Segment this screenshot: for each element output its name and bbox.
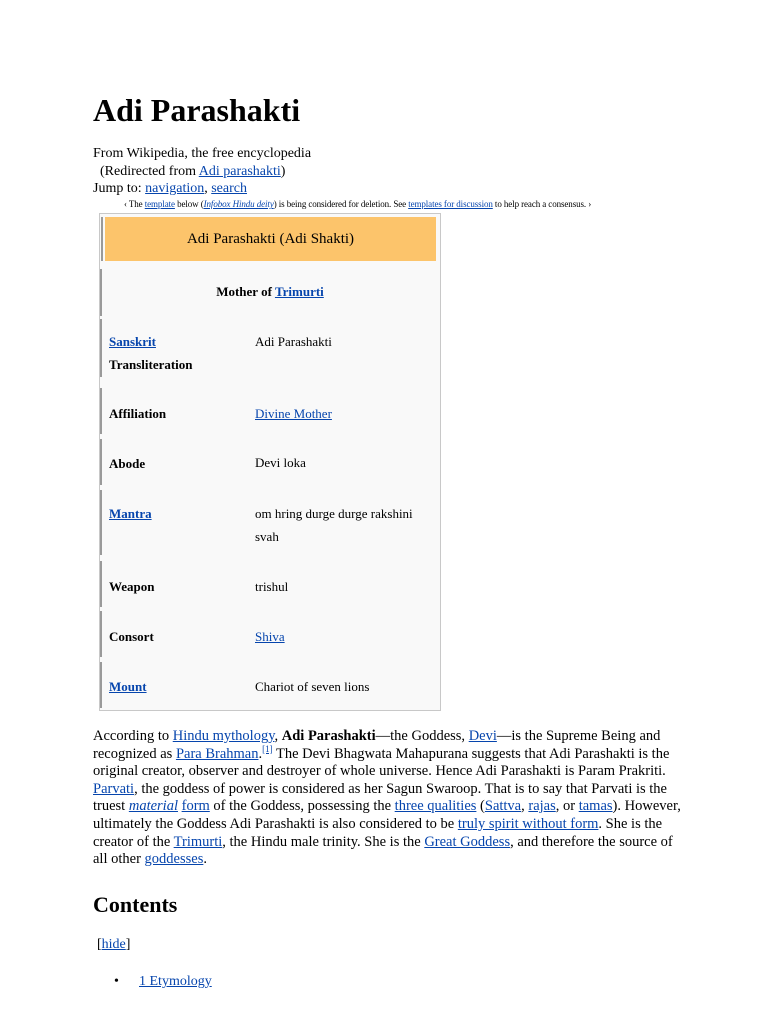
infobox-row-consort	[100, 611, 440, 657]
text: (	[476, 798, 485, 815]
parvati-link[interactable]: Parvati	[93, 780, 135, 797]
weapon-value: trishul	[255, 579, 289, 594]
subheader-prefix: Mother of	[216, 284, 275, 299]
mantra-value-line1: om hring durge durge rakshini	[255, 506, 413, 521]
hindu-mythology-link[interactable]: Hindu mythology	[172, 728, 275, 744]
three-qualities-link[interactable]: three qualities	[394, 798, 477, 815]
trimurti-inline-link[interactable]: Trimurti	[173, 833, 223, 850]
redirect-suffix: )	[280, 164, 286, 179]
infobox-row-sanskrit	[100, 319, 440, 377]
notice-template-link[interactable]: template	[144, 199, 175, 209]
notice-open: ‹ The	[124, 199, 145, 209]
redirect-note	[100, 163, 285, 181]
text: . She is the creator of the	[93, 815, 663, 850]
citation-1-link[interactable]: [1]	[262, 743, 273, 754]
toc-list-item	[114, 972, 212, 992]
text: The Devi Bhagwata Mahapurana suggests that Adi Parashakti is the original creator, observer and destroyer of whole universe. Hence Adi Parashakti is Param Prakriti.	[93, 745, 670, 780]
infobox	[99, 213, 441, 711]
text: of the Goddess, possessing the	[209, 798, 395, 815]
mount-link[interactable]: Mount	[109, 679, 147, 694]
site-tagline: From Wikipedia, the free encyclopedia	[93, 146, 312, 161]
notice-close: to help reach a consensus. ›	[492, 199, 592, 209]
trimurti-link[interactable]: Trimurti	[274, 284, 324, 299]
notice-mid2: ) is being considered for deletion. See	[273, 199, 409, 209]
toc-hide-toggle	[97, 935, 130, 955]
mantra-value-line2: svah	[255, 529, 279, 544]
infobox-row-edge	[100, 561, 102, 607]
notice-mid1: below (	[174, 199, 204, 209]
affiliation-label: Affiliation	[109, 406, 167, 421]
text: ,	[521, 798, 529, 815]
infobox-row-edge	[100, 319, 102, 377]
infobox-row-edge	[100, 611, 102, 657]
redirect-prefix: (Redirected from	[100, 164, 199, 179]
infobox-row-edge	[100, 490, 102, 555]
infobox-row-edge	[100, 662, 102, 708]
devi-link[interactable]: Devi	[468, 728, 497, 744]
mantra-link[interactable]: Mantra	[109, 506, 152, 521]
intro-paragraph: According to Hindu mythology, Adi Parashakti—the Goddess, Devi—is the Supreme Being and recognized as Para Brahman.[1] The Devi Bhagwata Mahapurana suggests that Adi Parashakti is the original creator, observer and destroyer of whole universe. Hence Adi Parashakti is Param Prakriti. Parvati, the goddess of power is considered as her Sagun Swaroop. That is to say that Parvati is the truest material form of the Goddess, possessing the three qualities (Sattva, rajas, or tamas). However, ultimately the Goddess Adi Parashakti is also considered to be truly spirit without form. She is the creator of the Trimurti, the Hindu male trinity. She is the Great Goddess, and therefore the source of all other goddesses.	[93, 728, 681, 868]
mount-value: Chariot of seven lions	[255, 679, 370, 694]
great-goddess-link[interactable]: Great Goddess	[424, 833, 511, 850]
page-title: Adi Parashakti	[93, 92, 301, 128]
text: According to	[93, 728, 173, 744]
redirect-source-link[interactable]: Adi parashakti	[198, 164, 281, 179]
text: ,	[274, 728, 282, 744]
abode-value: Devi loka	[255, 455, 306, 470]
infobox-row-edge	[100, 439, 102, 485]
hide-toc-link[interactable]: hide	[101, 937, 126, 952]
deletion-notice	[124, 198, 591, 210]
sattva-link[interactable]: Sattva	[484, 798, 522, 815]
text: , the goddess of power is considered as her Sagun Swaroop. That is to say that Parvati is the truest	[93, 780, 667, 815]
form-link[interactable]: form	[181, 798, 210, 815]
text: , the Hindu male trinity. She is the	[222, 833, 425, 850]
infobox-row-mantra	[100, 490, 440, 555]
text: , and therefore the source of all other	[93, 833, 673, 868]
text: —is the Supreme Being and recognized as	[93, 728, 661, 762]
transliteration-label: Transliteration	[109, 357, 193, 372]
infobox-row-value: Adi Parashakti	[255, 334, 332, 349]
para-brahman-link[interactable]: Para Brahman	[175, 745, 259, 762]
notice-tfd-link[interactable]: templates for discussion	[408, 199, 493, 209]
text: .	[203, 851, 207, 868]
bold-title: Adi Parashakti	[281, 728, 376, 744]
notice-infobox-link[interactable]: Infobox Hindu deity	[203, 199, 274, 209]
goddesses-link[interactable]: goddesses	[144, 851, 204, 868]
contents-heading: Contents	[93, 892, 178, 917]
jump-to-label: Jump to:	[93, 181, 146, 196]
infobox-row-mount	[100, 662, 440, 708]
infobox-header-title: Adi Parashakti (Adi Shakti)	[186, 230, 355, 247]
infobox-subheader	[100, 269, 440, 316]
material-link[interactable]: material	[128, 798, 178, 815]
infobox-row-label	[109, 330, 193, 376]
weapon-label: Weapon	[109, 579, 155, 594]
bracket-close: ]	[125, 937, 131, 952]
jump-search-link[interactable]: search	[211, 181, 247, 196]
shiva-link[interactable]: Shiva	[255, 629, 285, 644]
tamas-link[interactable]: tamas	[578, 798, 613, 815]
abode-label: Abode	[109, 456, 146, 471]
divine-mother-link[interactable]: Divine Mother	[255, 406, 332, 421]
infobox-header	[105, 217, 436, 261]
infobox-row-edge	[100, 388, 102, 434]
toc-etymology-link[interactable]: 1 Etymology	[139, 974, 212, 989]
jump-separator: ,	[204, 181, 212, 196]
infobox-subheader-text	[100, 284, 440, 300]
sanskrit-link[interactable]: Sanskrit	[109, 334, 156, 349]
text: , or	[555, 798, 579, 815]
bullet-icon: •	[114, 974, 119, 989]
infobox-row-affiliation	[100, 388, 440, 434]
infobox-row-weapon	[100, 561, 440, 607]
rajas-link[interactable]: rajas	[528, 798, 556, 815]
jump-navigation-link[interactable]: navigation	[145, 181, 205, 196]
mantra-value	[255, 502, 435, 548]
infobox-row-abode	[100, 439, 440, 485]
truly-spirit-link[interactable]: truly spirit without form	[457, 815, 599, 832]
infobox-row-edge	[101, 217, 103, 261]
text: ). However, ultimately the Goddess Adi Parashakti is also considered to be	[93, 798, 681, 832]
jump-to-links	[93, 180, 247, 198]
consort-label: Consort	[109, 629, 154, 644]
text: —the Goddess,	[375, 728, 469, 744]
bracket-open: [	[97, 937, 102, 952]
